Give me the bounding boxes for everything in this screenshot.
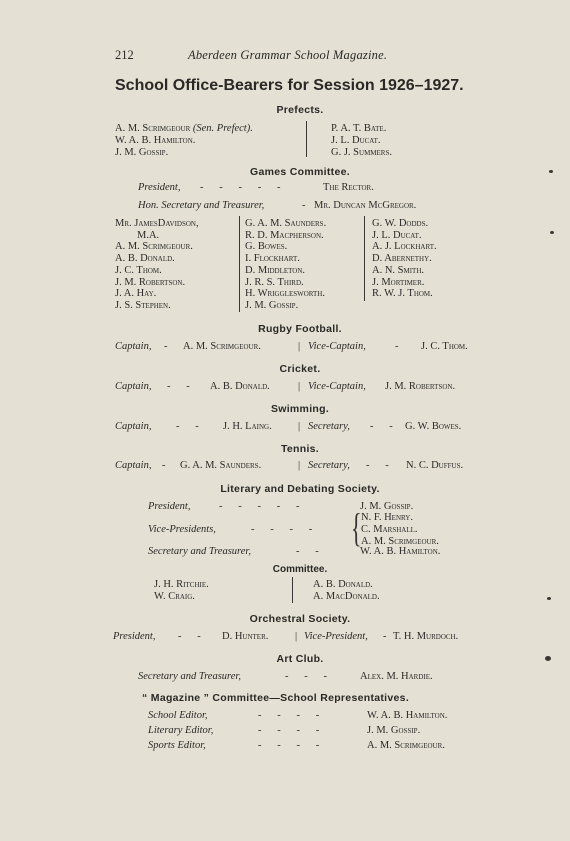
list-item: P. A. T. Bate. xyxy=(331,123,387,134)
list-item: D. Abernethy. xyxy=(372,253,432,265)
art-secretary-leader: - - - xyxy=(285,671,327,682)
list-item: A. B. Donald. xyxy=(115,253,175,265)
list-item: G. Bowes. xyxy=(245,241,288,253)
swimming-captain-dash: - - xyxy=(176,421,199,432)
column-divider xyxy=(306,121,307,157)
list-item: J. R. S. Third. xyxy=(245,276,304,288)
list-item: A. B. Donald. xyxy=(313,579,373,590)
list-item: G. J. Summers. xyxy=(331,146,392,158)
literary-president-leader: - - - - - xyxy=(219,501,300,512)
games-president-leader: - - - - - xyxy=(200,182,281,193)
list-item: J. Mortimer. xyxy=(372,276,425,288)
games-president-label: President, xyxy=(138,182,181,193)
games-column-3 xyxy=(372,218,437,300)
list-item: G. A. M. Saunders. xyxy=(245,218,327,229)
prefects-heading: Prefects. xyxy=(276,104,324,116)
list-item: J. M. Gossip. xyxy=(115,146,169,158)
list-item: J. C. Thom. xyxy=(115,264,162,276)
list-item: N. F. Henry. xyxy=(361,512,413,523)
rugby-captain-dash: - xyxy=(164,341,168,352)
rugby-separator: | xyxy=(298,341,301,352)
list-item: C. Marshall. xyxy=(361,523,418,535)
ink-speck xyxy=(549,170,553,173)
literary-president-label: President, xyxy=(148,501,191,512)
games-column-1 xyxy=(115,218,199,312)
rugby-vice-label: Vice-Captain, xyxy=(308,341,366,352)
cricket-vice: J. M. Robertson. xyxy=(385,381,456,392)
page-number: 212 xyxy=(115,48,134,62)
swimming-secretary-dash: - - xyxy=(370,421,393,432)
magazine-row-label: Literary Editor, xyxy=(148,725,214,736)
list-item: R. D. Macpherson. xyxy=(245,229,324,241)
list-item: J. M. Robertson. xyxy=(115,276,186,288)
orchestral-vice-label: Vice-President, xyxy=(304,631,368,642)
orchestral-heading: Orchestral Society. xyxy=(249,613,351,625)
list-item: J. L. Ducat. xyxy=(372,229,422,241)
list-item: A. M. Scrimgeour. xyxy=(115,241,193,253)
literary-secretary-leader: - - xyxy=(296,546,319,557)
art-heading: Art Club. xyxy=(276,653,324,665)
page-title: School Office-Bearers for Session 1926–1927. xyxy=(115,77,464,94)
cricket-captain-dash: - - xyxy=(167,381,190,392)
orchestral-vice-dash: - xyxy=(383,631,387,642)
magazine-row-leader: - - - - xyxy=(258,725,320,736)
prefects-right-list xyxy=(331,123,392,158)
literary-vice-leader: - - - - xyxy=(251,524,313,535)
committee-right-list xyxy=(313,579,380,603)
literary-president-value: J. M. Gossip. xyxy=(360,501,414,512)
rugby-vice: J. C. Thom. xyxy=(421,341,468,352)
ink-speck xyxy=(547,597,551,600)
list-item: I. Flockhart. xyxy=(245,253,300,265)
orchestral-president-dash: - - xyxy=(178,631,201,642)
list-item: Mr. JamesDavidson, xyxy=(115,218,199,229)
orchestral-vice: T. H. Murdoch. xyxy=(393,631,459,642)
magazine-row-value: A. M. Scrimgeour. xyxy=(367,740,445,751)
rugby-heading: Rugby Football. xyxy=(258,323,342,335)
tennis-secretary: N. C. Duffus. xyxy=(406,460,464,471)
cricket-captain: A. B. Donald. xyxy=(210,381,270,392)
committee-heading: Committee. xyxy=(272,564,328,575)
tennis-captain: G. A. M. Saunders. xyxy=(180,460,262,471)
column-divider xyxy=(292,577,293,603)
games-president-value: The Rector. xyxy=(323,182,374,193)
tennis-heading: Tennis. xyxy=(280,443,320,455)
literary-secretary-label: Secretary and Treasurer, xyxy=(148,546,251,557)
tennis-separator: | xyxy=(298,460,301,471)
cricket-vice-label: Vice-Captain, xyxy=(308,381,366,392)
swimming-captain: J. H. Laing. xyxy=(223,421,272,432)
list-item: H. Wrigglesworth. xyxy=(245,288,325,300)
swimming-separator: | xyxy=(298,421,301,432)
ink-speck xyxy=(550,231,554,234)
committee-left-list xyxy=(154,579,209,603)
cricket-heading: Cricket. xyxy=(279,363,321,375)
swimming-heading: Swimming. xyxy=(270,403,330,415)
list-item: J. S. Stephen. xyxy=(115,299,171,311)
list-item: A. M. Scrimgeour. xyxy=(361,535,439,547)
list-item: J. L. Ducat. xyxy=(331,134,381,146)
orchestral-president-label: President, xyxy=(113,631,156,642)
list-item: J. H. Ritchie. xyxy=(154,579,209,590)
literary-heading: Literary and Debating Society. xyxy=(220,483,380,495)
tennis-secretary-label: Secretary, xyxy=(308,460,350,471)
tennis-captain-label: Captain, xyxy=(115,460,152,471)
magazine-row-label: Sports Editor, xyxy=(148,740,206,751)
magazine-row-leader: - - - - xyxy=(258,710,320,721)
list-item: D. Middleton. xyxy=(245,264,306,276)
swimming-secretary-label: Secretary, xyxy=(308,421,350,432)
list-item: J. M. Gossip. xyxy=(245,299,299,311)
list-item: A. M. Scrimgeour (Sen. Prefect). xyxy=(115,123,253,134)
rugby-captain: A. M. Scrimgeour. xyxy=(183,341,261,352)
rugby-captain-label: Captain, xyxy=(115,341,152,352)
column-divider xyxy=(364,216,365,301)
games-heading: Games Committee. xyxy=(250,166,350,178)
list-item: A. N. Smith. xyxy=(372,264,425,276)
magazine-row-label: School Editor, xyxy=(148,710,208,721)
list-item: R. W. J. Thom. xyxy=(372,288,433,300)
rugby-vice-dash: - xyxy=(395,341,399,352)
literary-vice-list xyxy=(361,512,439,547)
cricket-captain-label: Captain, xyxy=(115,381,152,392)
games-secretary-dash: - xyxy=(302,200,306,211)
swimming-secretary: G. W. Bowes. xyxy=(405,421,462,432)
art-secretary-value: Alex. M. Hardie. xyxy=(360,671,433,682)
magazine-row-value: W. A. B. Hamilton. xyxy=(367,710,448,721)
magazine-heading: “ Magazine ” Committee—School Representatives. xyxy=(142,692,410,704)
cricket-separator: | xyxy=(298,381,301,392)
literary-secretary-value: W. A. B. Hamilton. xyxy=(360,546,441,557)
running-title: Aberdeen Grammar School Magazine. xyxy=(188,48,388,62)
orchestral-president: D. Hunter. xyxy=(222,631,269,642)
orchestral-separator: | xyxy=(295,631,298,642)
tennis-secretary-dash: - - xyxy=(366,460,389,471)
list-item: M.A. xyxy=(137,229,160,241)
games-secretary-value: Mr. Duncan McGregor. xyxy=(314,200,417,211)
list-item: G. W. Dodds. xyxy=(372,218,429,229)
art-secretary-label: Secretary and Treasurer, xyxy=(138,671,241,682)
list-item: A. MacDonald. xyxy=(313,590,380,602)
list-item: W. Craig. xyxy=(154,590,195,602)
magazine-row-leader: - - - - xyxy=(258,740,320,751)
column-divider xyxy=(239,216,240,312)
games-secretary-label: Hon. Secretary and Treasurer, xyxy=(138,200,265,211)
list-item: J. A. Hay. xyxy=(115,288,157,300)
tennis-captain-dash: - xyxy=(162,460,166,471)
swimming-captain-label: Captain, xyxy=(115,421,152,432)
magazine-row-value: J. M. Gossip. xyxy=(367,725,421,736)
games-column-2 xyxy=(245,218,326,312)
list-item: A. J. Lockhart. xyxy=(372,241,437,253)
prefects-left-list xyxy=(115,123,253,158)
literary-vice-label: Vice-Presidents, xyxy=(148,524,216,535)
brace-icon: { xyxy=(351,505,362,550)
ink-speck xyxy=(545,656,551,661)
list-item: W. A. B. Hamilton. xyxy=(115,134,196,146)
